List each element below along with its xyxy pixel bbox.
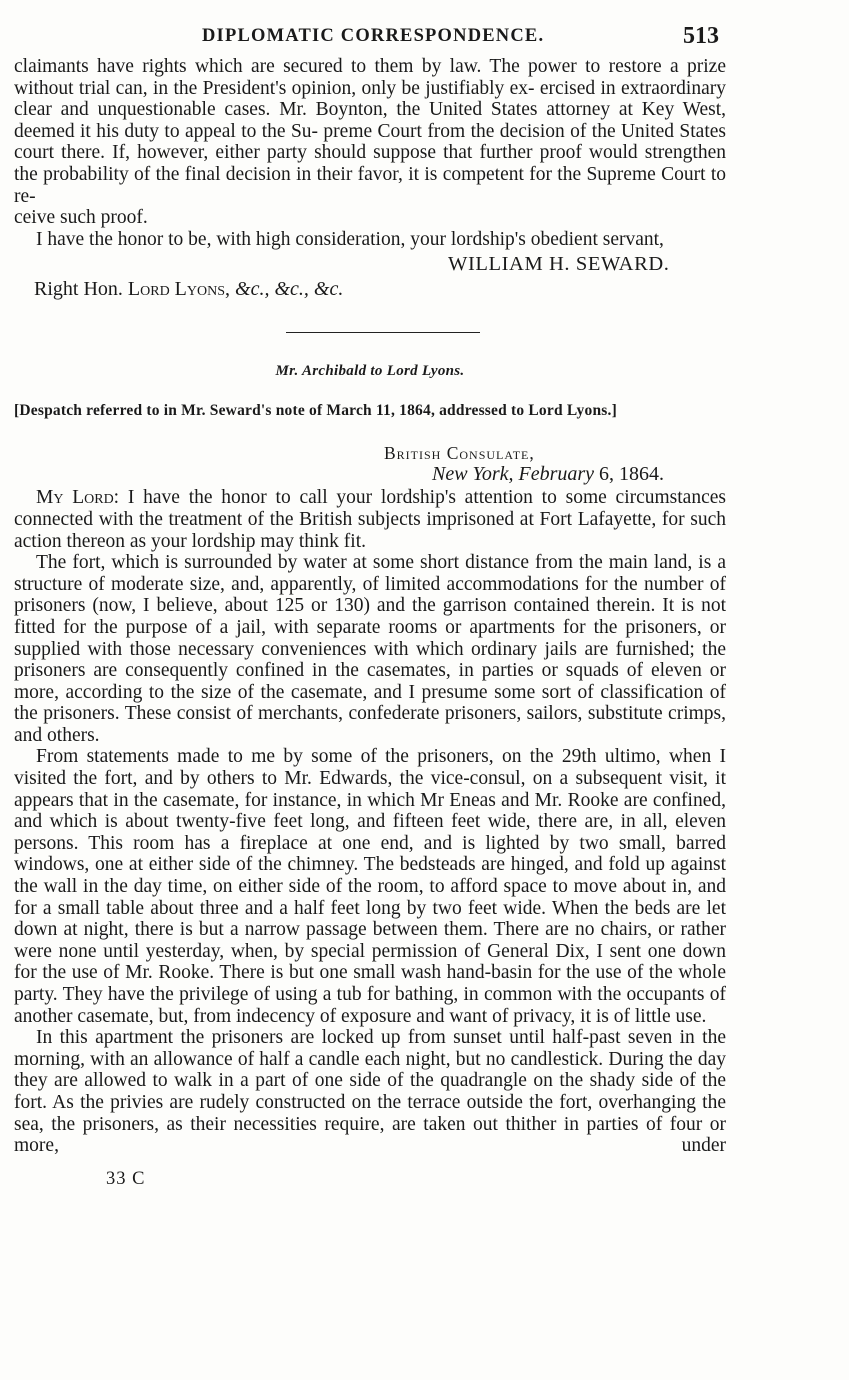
dateline-date (432, 463, 727, 485)
complimentary-close: I have the honor to be, with high consideration, your lordship's obedient servant, (36, 228, 664, 250)
page-number: 513 (683, 23, 719, 49)
salutation: My Lord: (36, 487, 120, 509)
section-divider (286, 332, 480, 333)
paragraph-3: From statements made to me by some of the prisoners, on the 29th ultimo, when I visited the fort, and by others to Mr. Edwards, the vice-consul, on a subsequent visit, it appears that in the casemate, for instance, in which Mr Eneas and Mr. Rooke are confined, and which is about twenty-five feet long, and fifteen feet wide, there are, in all, eleven persons. This room has a fireplace at one end, and is lighted by two small, barred windows, one at either side of the chimney. The bedsteads are hinged, and fold up against the wall in the day time, on either side of the room, to afford space to move about in, and for a small table about three and a half feet long by two feet wide. When the beds are let down at night, there is but a narrow passage between them. There are no chairs, or rather were none until yesterday, when, by special permission of General Dix, I sent one down for the use of Mr. Rooke. There is but one small wash hand-basin for the use of the whole party. They have the privilege of using a tub for bathing, in common with the occupants of another casemate, but, from indecency of exposure and want of privacy, it is of little use. (14, 746, 726, 1027)
addressee (34, 276, 727, 302)
paragraph-1 (14, 487, 726, 552)
closing-paragraph: claimants have rights which are secured to them by law. The power to restore a prize without trial can, in the President's opinion, only be justifiably ex- ercised in extraordinary clear and unquestionable cases. Mr. Boynton, the United States attorney at Key West, deemed it his duty to appeal to the Su- preme Court from the decision of the United States court there. If, however, either party should suppose that further proof would strengthen the probability of the final decision in their favor, it is competent for the Supreme Court to re- (14, 56, 727, 207)
dateline-place: British Consulate, (384, 443, 535, 464)
date-day-year: 6, 1864. (594, 463, 665, 486)
letter-seward (14, 56, 727, 302)
editorial-note: [Despatch referred to in Mr. Seward's note of March 11, 1864, addressed to Lord Lyons.] (14, 402, 617, 420)
paragraph-4: In this apartment the prisoners are locked up from sunset until half-past seven in the morning, with an allowance of half a candle each night, but no candlestick. During the day they are allowed to walk in a part of one side of the quadrangle on the shady side of the fort. As the privies are rudely constructed on the terrace outside the fort, overhanging the sea, the prisoners, as their necessities require, are taken out thither in parties of four or more, under (14, 1027, 726, 1157)
paragraph-1-text: I have the honor to call your lordship's attention to some circumstances connected with the treatment of the British subjects imprisoned at Fort Lafayette, for such action thereon as your lordship may think fit. (14, 487, 726, 552)
letter-heading: Mr. Archibald to Lord Lyons. (275, 363, 465, 380)
signature-mark: 33 C (106, 1168, 146, 1189)
running-title: DIPLOMATIC CORRESPONDENCE. (202, 26, 545, 46)
closing-paragraph-end: ceive such proof. (14, 207, 148, 229)
addressee-prefix: Right Hon. (34, 278, 123, 301)
addressee-suffix: &c., &c., &c. (235, 278, 344, 301)
date-city-month: New York, February (432, 463, 595, 486)
running-header (14, 22, 727, 56)
addressee-name: Lord Lyons, (127, 278, 231, 301)
signature: WILLIAM H. SEWARD. (448, 253, 670, 276)
paragraph-2: The fort, which is surrounded by water at some short distance from the main land, is a structure of moderate size, and, apparently, of limited accommodations for the number of prisoners (now, I believe, about 125 or 130) and the garrison contained therein. It is not fitted for the purpose of a jail, with separate rooms or apartments for the prisoners, or supplied with those necessary conveniences with which ordinary jails are furnished; the prisoners are consequently confined in the casemates, in parties or squads of eleven or more, according to the size of the casemate, and I presume some sort of classification of the prisoners. These consist of merchants, confederate prisoners, sailors, substitute crimps, and others. (14, 552, 726, 746)
